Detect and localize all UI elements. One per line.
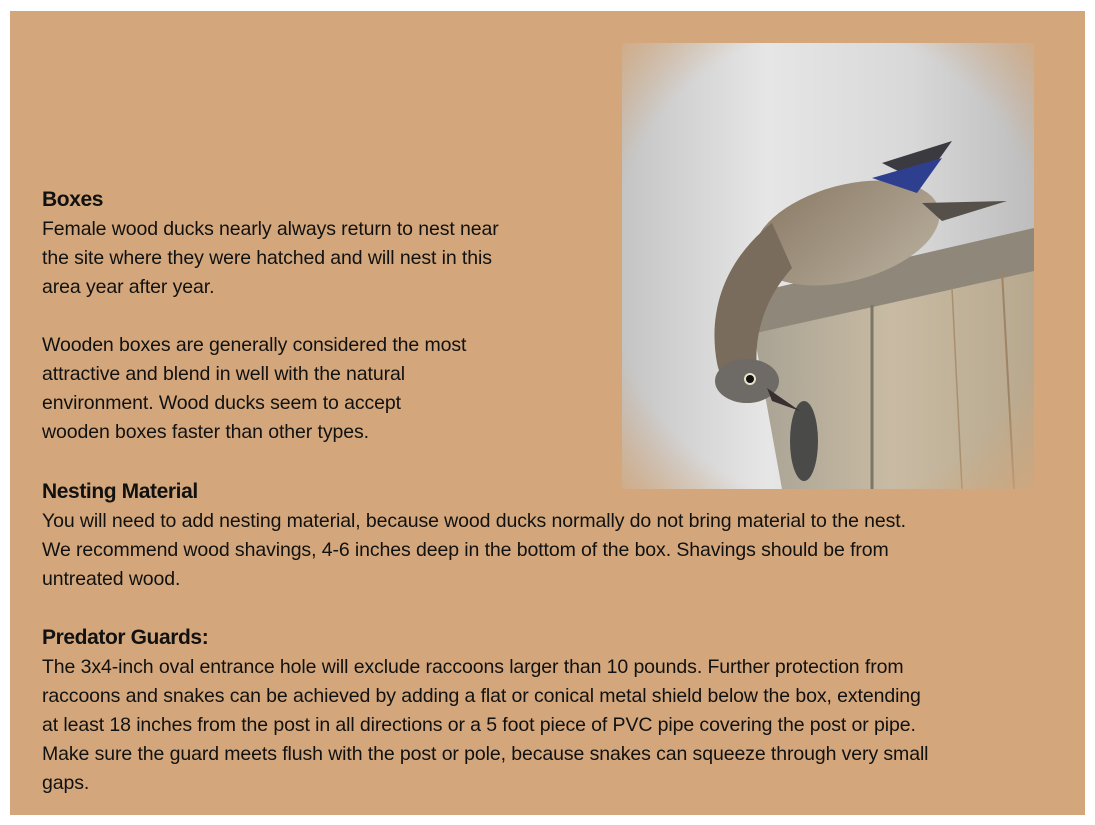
boxes-section bbox=[42, 185, 602, 447]
predator-guards-paragraph: The 3x4-inch oval entrance hole will exclude raccoons larger than 10 pounds. Further protection from raccoons and snakes can be achieved by adding a flat or conical metal shield below the box, extending at least 18 inches from the post in all directions or a 5 foot piece of PVC pipe covering the post or pipe. Make sure the guard meets flush with the post or pole, because snakes can squeeze through very small gaps. bbox=[42, 656, 929, 794]
nesting-material-paragraph: You will need to add nesting material, because wood ducks normally do not bring material to the nest. We recommend wood shavings, 4-6 inches deep in the bottom of the box. Shavings should be from untreated wood. bbox=[42, 510, 906, 590]
predator-guards-section bbox=[42, 623, 1062, 798]
slide bbox=[10, 11, 1085, 815]
boxes-paragraph-2: Wooden boxes are generally considered the most attractive and blend in well with the natural environment. Wood ducks seem to accept wooden boxes faster than other types. bbox=[42, 334, 467, 443]
wood-duck-photo bbox=[622, 43, 1034, 489]
nesting-material-heading: Nesting Material bbox=[42, 480, 198, 503]
nesting-material-section bbox=[42, 477, 1062, 594]
wood-duck-illustration bbox=[622, 43, 1034, 489]
predator-guards-heading: Predator Guards: bbox=[42, 626, 209, 649]
boxes-heading: Boxes bbox=[42, 188, 104, 211]
boxes-paragraph-1: Female wood ducks nearly always return to nest near the site where they were hatched and will nest in this area year after year. bbox=[42, 218, 499, 298]
